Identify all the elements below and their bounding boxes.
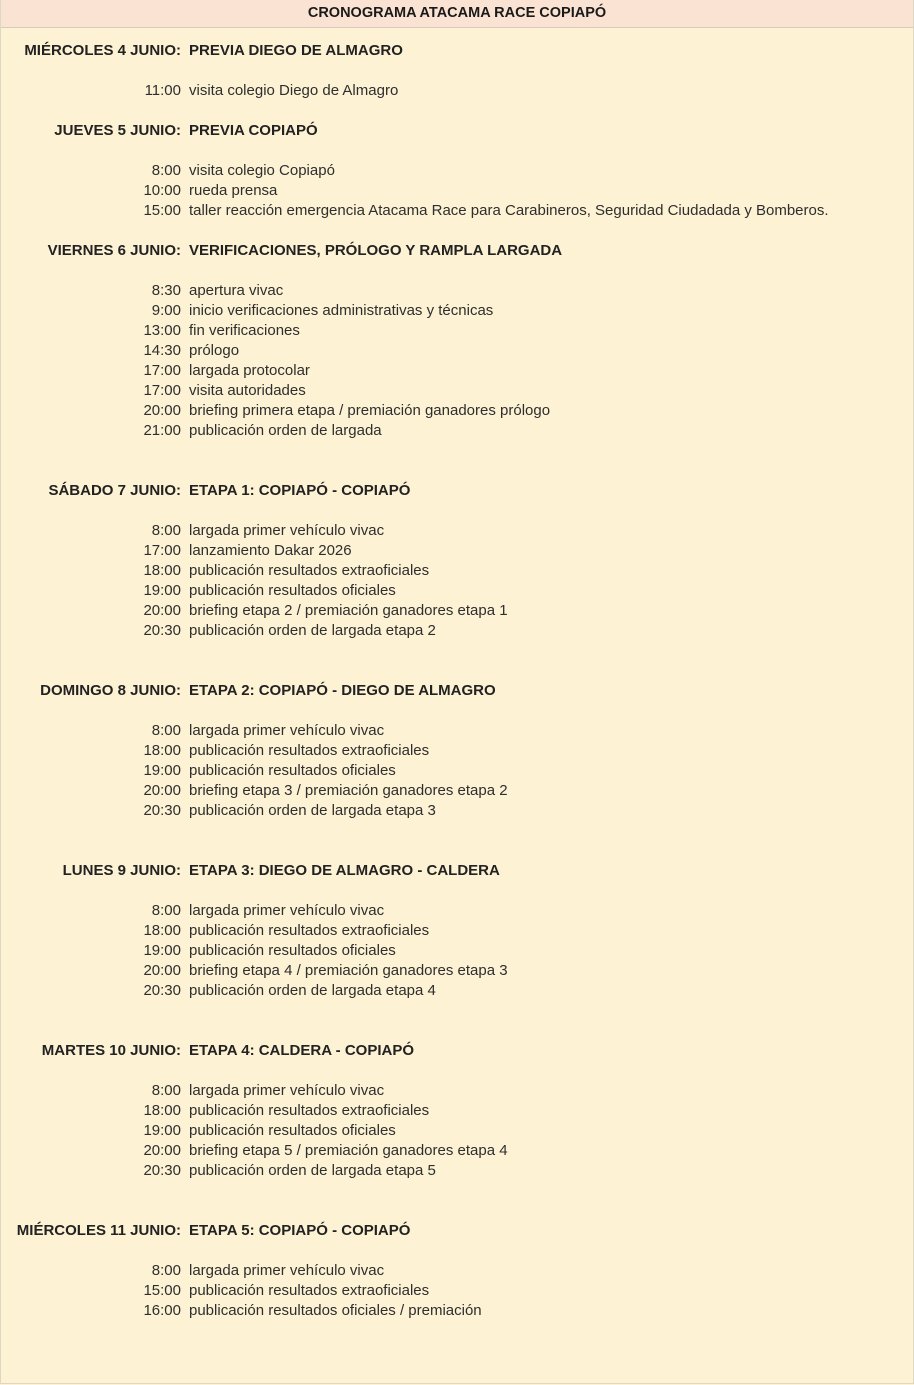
event-time: 21:00	[143, 422, 181, 439]
event-time: 10:00	[143, 182, 181, 199]
day-label: LUNES 9 JUNIO:	[62, 862, 181, 879]
day-title: ETAPA 2: COPIAPÓ - DIEGO DE ALMAGRO	[189, 682, 496, 699]
schedule-item	[1, 1081, 913, 1101]
event-description: inicio verificaciones administrativas y técnicas	[189, 302, 494, 319]
schedule-item	[1, 1261, 913, 1281]
schedule-item	[1, 761, 913, 781]
schedule-item	[1, 941, 913, 961]
page-title: CRONOGRAMA ATACAMA RACE COPIAPÓ	[1, 0, 913, 28]
schedule-item	[1, 721, 913, 741]
schedule-item	[1, 161, 913, 181]
schedule-item	[1, 601, 913, 621]
day-label: JUEVES 5 JUNIO:	[54, 122, 181, 139]
event-time: 20:30	[143, 1162, 181, 1179]
event-time: 15:00	[143, 1282, 181, 1299]
event-description: publicación orden de largada etapa 3	[189, 802, 436, 819]
schedule-item	[1, 1161, 913, 1181]
event-description: briefing primera etapa / premiación ganadores prólogo	[189, 402, 551, 419]
day-header	[1, 1041, 913, 1061]
event-time: 17:00	[143, 382, 181, 399]
event-description: visita colegio Diego de Almagro	[189, 82, 399, 99]
event-description: largada primer vehículo vivac	[189, 722, 385, 739]
event-time: 18:00	[143, 922, 181, 939]
schedule-item	[1, 801, 913, 821]
day-header	[1, 481, 913, 501]
event-description: visita colegio Copiapó	[189, 162, 335, 179]
event-description: publicación resultados extraoficiales	[189, 922, 430, 939]
event-time: 20:30	[143, 622, 181, 639]
event-description: lanzamiento Dakar 2026	[189, 542, 352, 559]
event-description: rueda prensa	[189, 182, 278, 199]
event-time: 18:00	[143, 742, 181, 759]
event-time: 13:00	[143, 322, 181, 339]
event-time: 20:00	[143, 782, 181, 799]
schedule-item	[1, 1101, 913, 1121]
day-title: PREVIA DIEGO DE ALMAGRO	[189, 42, 403, 59]
day-label: MIÉRCOLES 11 JUNIO:	[16, 1222, 181, 1239]
day-label: MARTES 10 JUNIO:	[41, 1042, 181, 1059]
event-time: 20:30	[143, 802, 181, 819]
day-title: ETAPA 4: CALDERA - COPIAPÓ	[189, 1042, 415, 1059]
schedule-item	[1, 181, 913, 201]
event-description: publicación orden de largada etapa 4	[189, 982, 436, 999]
schedule-item	[1, 981, 913, 1001]
event-time: 16:00	[143, 1302, 181, 1319]
event-description: publicación resultados oficiales	[189, 582, 396, 599]
event-description: publicación resultados oficiales / premiación	[189, 1302, 482, 1319]
event-description: taller reacción emergencia Atacama Race para Carabineros, Seguridad Ciudadada y Bomberos.	[189, 202, 829, 219]
day-title: ETAPA 3: DIEGO DE ALMAGRO - CALDERA	[189, 862, 500, 879]
day-header	[1, 41, 913, 61]
event-description: publicación orden de largada etapa 2	[189, 622, 436, 639]
event-time: 15:00	[143, 202, 181, 219]
day-title: VERIFICACIONES, PRÓLOGO Y RAMPLA LARGADA	[189, 242, 563, 259]
day-title: ETAPA 1: COPIAPÓ - COPIAPÓ	[189, 482, 411, 499]
event-description: briefing etapa 4 / premiación ganadores etapa 3	[189, 962, 508, 979]
event-time: 14:30	[143, 342, 181, 359]
schedule-item	[1, 541, 913, 561]
day-label: MIÉRCOLES 4 JUNIO:	[24, 42, 181, 59]
schedule-item	[1, 361, 913, 381]
event-time: 19:00	[143, 942, 181, 959]
day-header	[1, 241, 913, 261]
event-time: 8:00	[151, 1082, 181, 1099]
event-time: 20:00	[143, 962, 181, 979]
event-time: 20:00	[143, 602, 181, 619]
schedule-item	[1, 281, 913, 301]
event-description: publicación resultados oficiales	[189, 762, 396, 779]
schedule-item	[1, 1121, 913, 1141]
event-time: 17:00	[143, 542, 181, 559]
schedule-item	[1, 1281, 913, 1301]
event-time: 8:00	[151, 722, 181, 739]
event-time: 8:00	[151, 522, 181, 539]
event-description: largada primer vehículo vivac	[189, 1262, 385, 1279]
schedule-item	[1, 921, 913, 941]
event-time: 8:00	[151, 902, 181, 919]
event-time: 19:00	[143, 1122, 181, 1139]
schedule-item	[1, 741, 913, 761]
event-time: 20:30	[143, 982, 181, 999]
schedule-item	[1, 581, 913, 601]
schedule-item	[1, 321, 913, 341]
event-description: largada primer vehículo vivac	[189, 1082, 385, 1099]
event-time: 19:00	[143, 762, 181, 779]
event-description: prólogo	[189, 342, 240, 359]
schedule-item	[1, 621, 913, 641]
event-description: publicación resultados extraoficiales	[189, 1102, 430, 1119]
schedule-item	[1, 961, 913, 981]
event-description: fin verificaciones	[189, 322, 300, 339]
event-time: 18:00	[143, 562, 181, 579]
event-description: briefing etapa 5 / premiación ganadores etapa 4	[189, 1142, 508, 1159]
schedule-item	[1, 201, 913, 221]
event-time: 20:00	[143, 402, 181, 419]
schedule-item	[1, 81, 913, 101]
schedule-item	[1, 781, 913, 801]
event-time: 9:00	[151, 302, 181, 319]
event-time: 11:00	[144, 82, 181, 99]
schedule-item	[1, 421, 913, 441]
schedule-item	[1, 301, 913, 321]
day-header	[1, 1221, 913, 1241]
day-header	[1, 681, 913, 701]
day-label: VIERNES 6 JUNIO:	[47, 242, 181, 259]
event-description: briefing etapa 3 / premiación ganadores etapa 2	[189, 782, 508, 799]
schedule-item	[1, 401, 913, 421]
event-description: publicación resultados oficiales	[189, 942, 396, 959]
day-header	[1, 121, 913, 141]
event-time: 18:00	[143, 1102, 181, 1119]
event-description: publicación resultados extraoficiales	[189, 1282, 430, 1299]
schedule-item	[1, 521, 913, 541]
event-time: 8:00	[151, 162, 181, 179]
event-time: 8:00	[151, 1262, 181, 1279]
schedule-item	[1, 1301, 913, 1321]
event-description: publicación orden de largada	[189, 422, 382, 439]
day-title: PREVIA COPIAPÓ	[189, 122, 318, 139]
schedule-item	[1, 901, 913, 921]
event-description: largada protocolar	[189, 362, 310, 379]
event-time: 17:00	[143, 362, 181, 379]
day-title: ETAPA 5: COPIAPÓ - COPIAPÓ	[189, 1222, 411, 1239]
event-description: visita autoridades	[189, 382, 306, 399]
schedule-item	[1, 381, 913, 401]
event-description: briefing etapa 2 / premiación ganadores etapa 1	[189, 602, 508, 619]
day-label: DOMINGO 8 JUNIO:	[40, 682, 181, 699]
event-time: 19:00	[143, 582, 181, 599]
schedule-item	[1, 1141, 913, 1161]
day-label: SÁBADO 7 JUNIO:	[48, 482, 181, 499]
schedule-item	[1, 341, 913, 361]
event-description: publicación orden de largada etapa 5	[189, 1162, 436, 1179]
event-description: largada primer vehículo vivac	[189, 902, 385, 919]
event-description: largada primer vehículo vivac	[189, 522, 385, 539]
event-time: 20:00	[143, 1142, 181, 1159]
event-description: publicación resultados extraoficiales	[189, 742, 430, 759]
event-description: publicación resultados oficiales	[189, 1122, 396, 1139]
day-header	[1, 861, 913, 881]
schedule-item	[1, 561, 913, 581]
event-time: 8:30	[151, 282, 181, 299]
event-description: apertura vivac	[189, 282, 284, 299]
event-description: publicación resultados extraoficiales	[189, 562, 430, 579]
